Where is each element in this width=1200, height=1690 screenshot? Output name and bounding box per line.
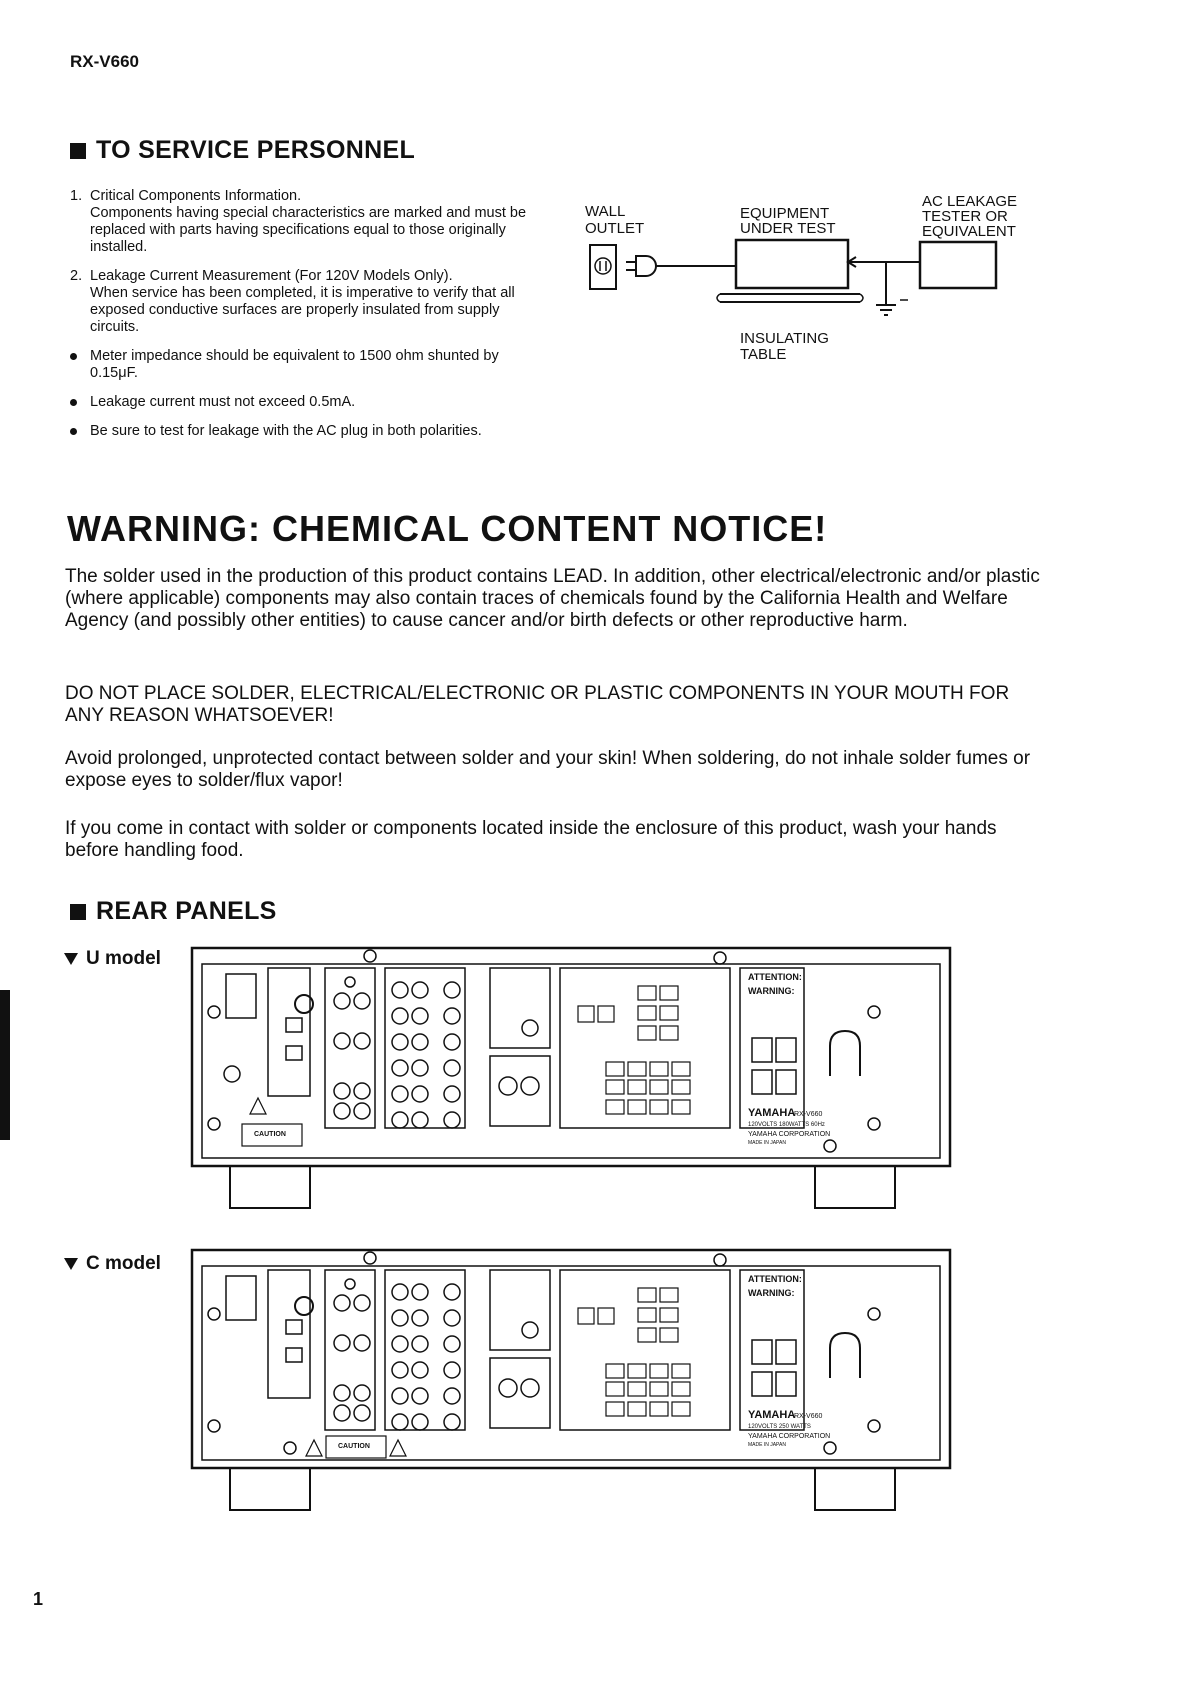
square-bullet-icon bbox=[70, 904, 86, 920]
leakage-test-diagram bbox=[560, 190, 1060, 365]
warning-paragraph: DO NOT PLACE SOLDER, ELECTRICAL/ELECTRONIC OR PLASTIC COMPONENTS IN YOUR MOUTH FOR ANY REASON WHATSOEVER! bbox=[65, 683, 1010, 726]
bullet-item bbox=[70, 423, 540, 440]
equipment-label: EQUIPMENT bbox=[740, 205, 830, 222]
item-title: Leakage Current Measurement (For 120V Models Only). bbox=[90, 268, 453, 284]
model-no-label: RX-V660 bbox=[794, 1111, 823, 1118]
corporation-label: YAMAHA CORPORATION bbox=[748, 1131, 831, 1138]
equipment-box bbox=[736, 240, 848, 288]
service-list bbox=[70, 188, 540, 452]
insulating-table-icon bbox=[717, 294, 863, 302]
wall-outlet-label: WALL bbox=[585, 203, 626, 220]
bullet-text: Be sure to test for leakage with the AC plug in both polarities. bbox=[90, 423, 482, 439]
service-section-title bbox=[70, 136, 415, 165]
tester-label: TESTER OR bbox=[922, 208, 1008, 225]
ac-plug-icon bbox=[626, 256, 736, 276]
page-number: 1 bbox=[33, 1589, 44, 1609]
attention-label: ATTENTION: bbox=[748, 972, 802, 982]
equipment-label: UNDER TEST bbox=[740, 220, 836, 237]
c-model-label-text: C model bbox=[86, 1253, 161, 1274]
wall-outlet-icon bbox=[590, 245, 616, 289]
bullet-item bbox=[70, 394, 540, 411]
item-description: Components having special characteristics are marked and must be replaced with parts having specifications equal to those originally installed. bbox=[90, 205, 527, 255]
made-in-label: MADE IN JAPAN bbox=[748, 1442, 786, 1448]
warning-paragraph: Avoid prolonged, unprotected contact between solder and your skin! When soldering, do not inhale solder fumes or expose eyes to solder/flux vapor! bbox=[65, 748, 1031, 791]
item-number: 1. bbox=[70, 188, 83, 204]
rear-panels-title-text: REAR PANELS bbox=[96, 897, 277, 925]
caution-label: CAUTION bbox=[338, 1443, 370, 1450]
warning-label: WARNING: bbox=[748, 986, 795, 996]
warning-label: WARNING: bbox=[748, 1288, 795, 1298]
u-model-label-text: U model bbox=[86, 948, 161, 969]
tester-label: EQUIVALENT bbox=[922, 223, 1016, 240]
brand-label: YAMAHA bbox=[748, 1409, 796, 1421]
tester-box bbox=[920, 242, 996, 288]
ground-icon bbox=[876, 262, 908, 315]
brand-label: YAMAHA bbox=[748, 1107, 796, 1119]
bullet-item bbox=[70, 348, 540, 382]
wall-outlet-label: OUTLET bbox=[585, 220, 645, 237]
service-item bbox=[70, 188, 540, 256]
bullet-dot-icon bbox=[70, 399, 77, 406]
bullet-text: Meter impedance should be equivalent to 1500 ohm shunted by 0.15μF. bbox=[90, 348, 499, 381]
insulating-table-label: INSULATING bbox=[740, 330, 829, 347]
item-description: When service has been completed, it is imperative to verify that all exposed conductive surfaces are properly insulated from supply circuits. bbox=[90, 285, 515, 335]
item-title: Critical Components Information. bbox=[90, 188, 302, 204]
item-number: 2. bbox=[70, 268, 83, 284]
attention-label: ATTENTION: bbox=[748, 1274, 802, 1284]
triangle-down-icon bbox=[64, 1258, 78, 1270]
rear-panels-title bbox=[70, 897, 277, 926]
u-model-rear-panel bbox=[190, 946, 952, 1218]
warning-paragraph: The solder used in the production of this product contains LEAD. In addition, other electrical/electronic and/or plastic (where applicable) components may also contain traces of chemicals found by the California Health and Welfare Agency (and possibly other entities) to cause cancer and/or birth defects or other reproductive harm. bbox=[65, 566, 1040, 631]
caution-label: CAUTION bbox=[254, 1131, 286, 1138]
made-in-label: MADE IN JAPAN bbox=[748, 1140, 786, 1146]
bullet-text: Leakage current must not exceed 0.5mA. bbox=[90, 394, 356, 410]
c-model-label bbox=[64, 1253, 161, 1275]
voltage-label: 120VOLTS 250 WATTS bbox=[748, 1424, 811, 1430]
square-bullet-icon bbox=[70, 143, 86, 159]
model-no-label: RX-V660 bbox=[794, 1413, 823, 1420]
triangle-down-icon bbox=[64, 953, 78, 965]
service-item bbox=[70, 268, 540, 336]
u-model-label bbox=[64, 948, 161, 970]
page-edge-tab bbox=[0, 990, 10, 1140]
corporation-label: YAMAHA CORPORATION bbox=[748, 1433, 831, 1440]
model-code: RX-V660 bbox=[70, 52, 139, 71]
service-title-text: TO SERVICE PERSONNEL bbox=[96, 136, 416, 164]
warning-paragraph: If you come in contact with solder or components located inside the enclosure of this product, wash your hands before handling food. bbox=[65, 818, 997, 861]
voltage-label: 120VOLTS 180WATTS 60Hz bbox=[748, 1122, 825, 1128]
c-model-rear-panel bbox=[190, 1248, 952, 1520]
insulating-table-label: TABLE bbox=[740, 346, 787, 363]
tester-label: AC LEAKAGE bbox=[922, 193, 1018, 210]
bullet-dot-icon bbox=[70, 353, 77, 360]
bullet-dot-icon bbox=[70, 428, 77, 435]
warning-title: WARNING: CHEMICAL CONTENT NOTICE! bbox=[67, 508, 828, 549]
